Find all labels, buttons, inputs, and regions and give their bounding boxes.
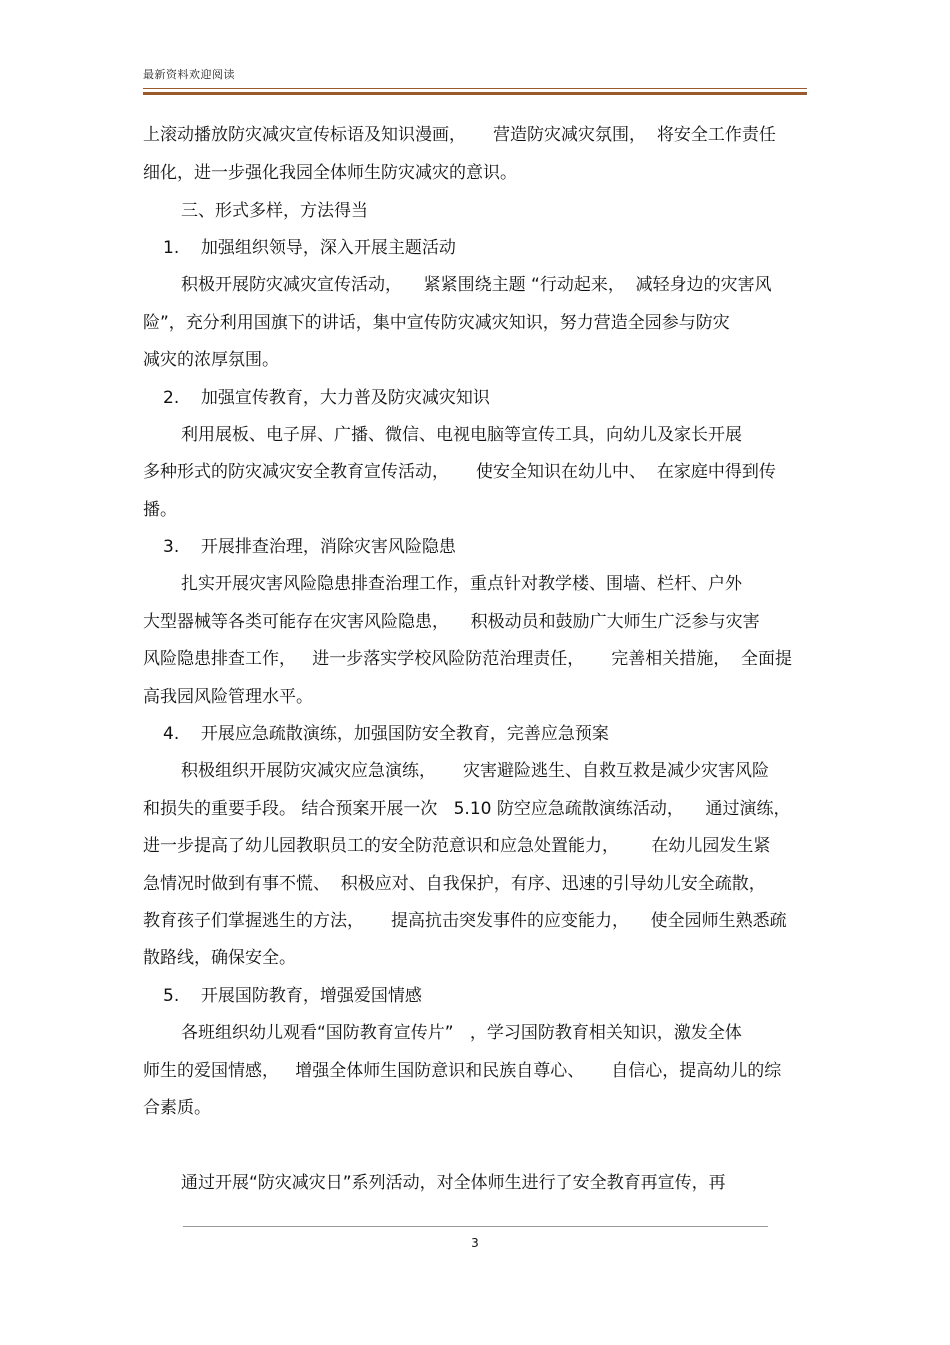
body-line: 利用展板、电子屏、广播、微信、电视电脑等宣传工具，向幼儿及家长开展 (181, 425, 742, 445)
body-line: 急情况时做到有事不慌、 积极应对、自我保护，有序、迅速的引导幼儿安全疏散， (143, 874, 766, 894)
body-line: 播。 (143, 500, 177, 520)
list-heading: 5. 开展国防教育，增强爱国情感 (163, 986, 422, 1006)
body-line: 和损失的重要手段。 结合预案开展一次 5.10 防空应急疏散演练活动， 通过演练， (143, 799, 791, 819)
list-heading: 2. 加强宣传教育，大力普及防灾减灾知识 (163, 388, 490, 408)
body-line: 各班组织幼儿观看“国防教育宣传片” ，学习国防教育相关知识，激发全体 (181, 1023, 742, 1043)
body-line: 通过开展“防灾减灾日”系列活动，对全体师生进行了安全教育再宣传，再 (181, 1173, 726, 1193)
body-line: 大型器械等各类可能存在灾害风险隐患， 积极动员和鼓励广大师生广泛参与灾害 (143, 612, 760, 632)
footer-rule (183, 1226, 768, 1227)
body-line: 细化，进一步强化我园全体师生防灾减灾的意识。 (143, 163, 517, 183)
list-heading: 4. 开展应急疏散演练，加强国防安全教育，完善应急预案 (163, 724, 609, 744)
page-number: 3 (471, 1236, 479, 1250)
body-line: 合素质。 (143, 1098, 211, 1118)
body-line: 积极组织开展防灾减灾应急演练， 灾害避险逃生、自救互救是减少灾害风险 (181, 761, 770, 781)
section-heading: 三、形式多样，方法得当 (181, 201, 368, 221)
list-heading: 3. 开展排查治理，消除灾害风险隐患 (163, 537, 456, 557)
body-line: 进一步提高了幼儿园教职员工的安全防范意识和应急处置能力， 在幼儿园发生紧 (143, 836, 771, 856)
body-line: 多种形式的防灾减灾安全教育宣传活动， 使安全知识在幼儿中、 在家庭中得到传 (143, 462, 776, 482)
list-heading: 1. 加强组织领导，深入开展主题活动 (163, 238, 456, 258)
header-rule-thick (143, 92, 807, 95)
body-line: 风险隐患排查工作， 进一步落实学校风险防范治理责任， 完善相关措施， 全面提 (143, 649, 793, 669)
body-line: 减灾的浓厚氛围。 (143, 350, 279, 370)
body-line: 扎实开展灾害风险隐患排查治理工作，重点针对教学楼、围墙、栏杆、户外 (181, 574, 742, 594)
body-line: 险”，充分利用国旗下的讲话，集中宣传防灾减灾知识，努力营造全园参与防灾 (143, 313, 730, 333)
body-line: 教育孩子们掌握逃生的方法， 提高抗击突发事件的应变能力， 使全园师生熟悉疏 (143, 911, 787, 931)
body-line: 高我园风险管理水平。 (143, 687, 313, 707)
header-rule (143, 88, 807, 89)
body-line: 上滚动播放防灾减灾宣传标语及知识漫画， 营造防灾减灾氛围， 将安全工作责任 (143, 125, 776, 145)
header-text: 最新资料欢迎阅读 (143, 68, 235, 81)
body-line: 散路线，确保安全。 (143, 948, 296, 968)
body-line: 师生的爱国情感， 增强全体师生国防意识和民族自尊心、 自信心，提高幼儿的综 (143, 1061, 782, 1081)
body-line: 积极开展防灾减灾宣传活动， 紧紧围绕主题 “行动起来， 减轻身边的灾害风 (181, 275, 772, 295)
